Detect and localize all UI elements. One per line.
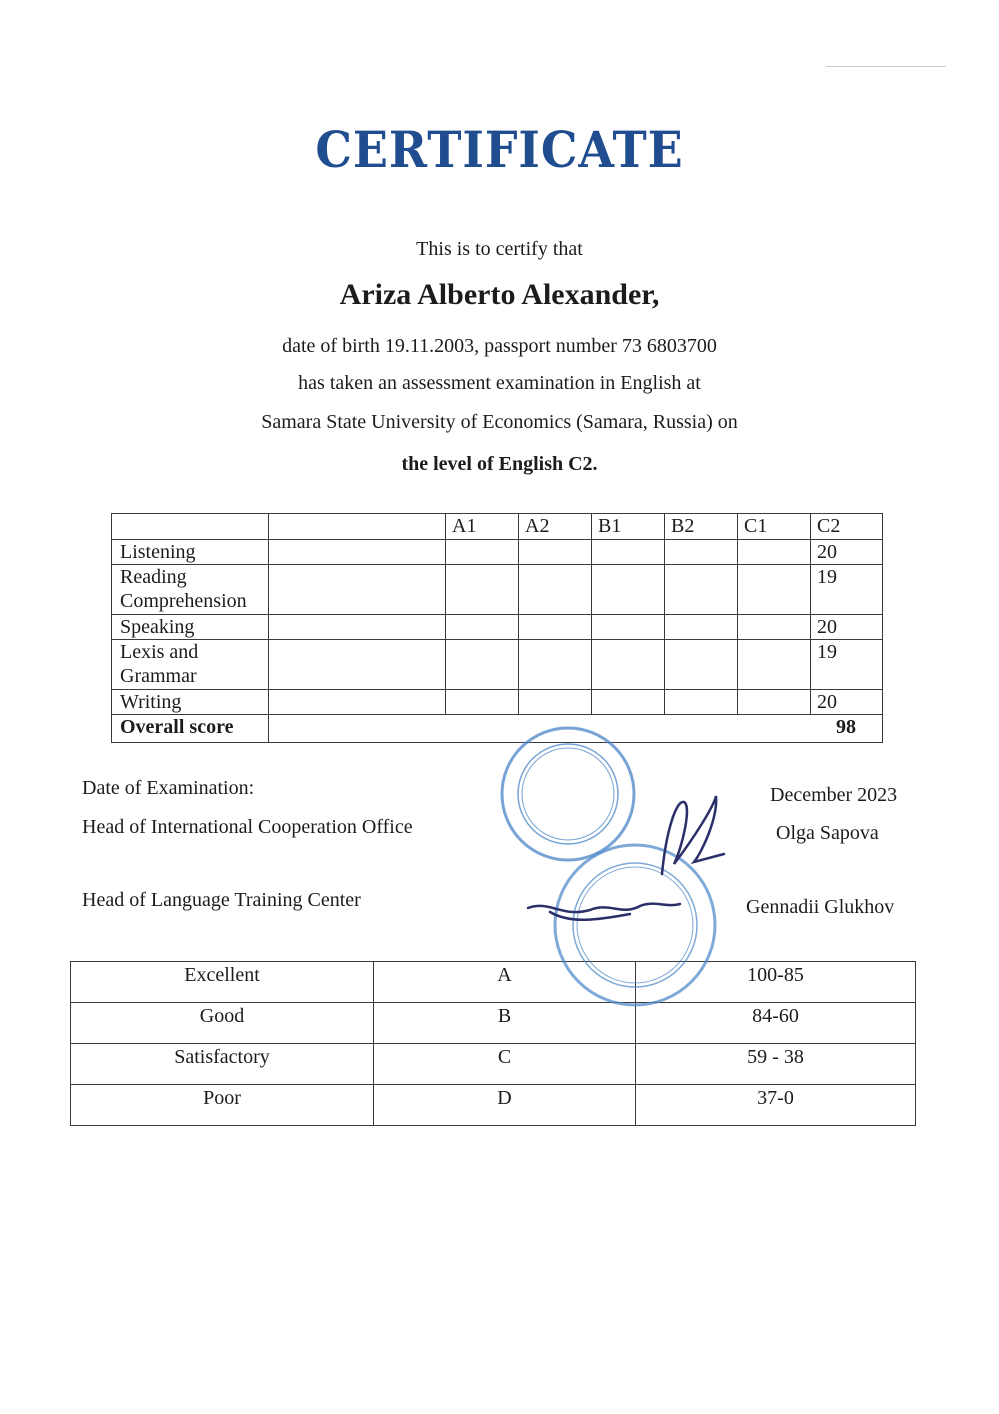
grade-row — [71, 1085, 916, 1126]
grade-label: Excellent — [71, 962, 374, 1003]
score-row — [112, 640, 883, 690]
round-stamp-icon — [502, 728, 634, 860]
level-header: B2 — [665, 514, 738, 540]
grade-row — [71, 1003, 916, 1044]
level-header: C2 — [811, 514, 883, 540]
grade-range: 100-85 — [636, 962, 916, 1003]
signature-icon — [662, 796, 724, 874]
level-header: A2 — [519, 514, 592, 540]
score-row — [112, 615, 883, 640]
exam-date-label: Date of Examination: — [82, 777, 255, 799]
grade-label: Satisfactory — [71, 1044, 374, 1085]
certificate-title: CERTIFICATE — [315, 120, 684, 179]
score-table — [111, 513, 883, 743]
overall-label: Overall score — [112, 715, 269, 743]
ico-head-label: Head of International Cooperation Office — [82, 816, 413, 838]
c2-score: 20 — [811, 690, 883, 715]
header-blank — [269, 514, 446, 540]
score-row — [112, 690, 883, 715]
university-text: Samara State University of Economics (Samara, Russia) on — [261, 411, 738, 433]
ltc-head-name: Gennadii Glukhov — [746, 896, 895, 918]
header-rule — [826, 66, 946, 67]
score-row — [112, 540, 883, 565]
score-row — [112, 565, 883, 615]
grade-range: 84-60 — [636, 1003, 916, 1044]
intro-text: This is to certify that — [416, 238, 583, 260]
overall-row — [112, 715, 883, 743]
grade-range: 37-0 — [636, 1085, 916, 1126]
c2-score: 20 — [811, 615, 883, 640]
section-label: Reading Comprehension — [112, 565, 269, 615]
grade-letter: D — [374, 1085, 636, 1126]
level-header: B1 — [592, 514, 665, 540]
grade-letter: A — [374, 962, 636, 1003]
grading-scale-table — [70, 961, 916, 1126]
score-header-row — [112, 514, 883, 540]
signature-icon — [528, 904, 680, 920]
level-header: A1 — [446, 514, 519, 540]
c2-score: 19 — [811, 565, 883, 615]
c2-score: 19 — [811, 640, 883, 690]
section-label: Writing — [112, 690, 269, 715]
grade-row — [71, 962, 916, 1003]
level-header: C1 — [738, 514, 811, 540]
birth-passport-text: date of birth 19.11.2003, passport number 73 6803700 — [282, 335, 717, 357]
header-blank — [112, 514, 269, 540]
grade-letter: C — [374, 1044, 636, 1085]
section-label: Listening — [112, 540, 269, 565]
grade-label: Poor — [71, 1085, 374, 1126]
section-label: Speaking — [112, 615, 269, 640]
overall-value: 98 — [269, 715, 883, 743]
ico-head-name: Olga Sapova — [776, 822, 879, 844]
english-level: the level of English C2. — [401, 453, 598, 475]
ltc-head-label: Head of Language Training Center — [82, 889, 361, 911]
grade-letter: B — [374, 1003, 636, 1044]
grade-range: 59 - 38 — [636, 1044, 916, 1085]
c2-score: 20 — [811, 540, 883, 565]
recipient-name: Ariza Alberto Alexander, — [339, 278, 660, 311]
assessment-text: has taken an assessment examination in English at — [298, 372, 701, 394]
exam-date-value: December 2023 — [770, 784, 898, 806]
grade-label: Good — [71, 1003, 374, 1044]
section-label: Lexis and Grammar — [112, 640, 269, 690]
grade-row — [71, 1044, 916, 1085]
